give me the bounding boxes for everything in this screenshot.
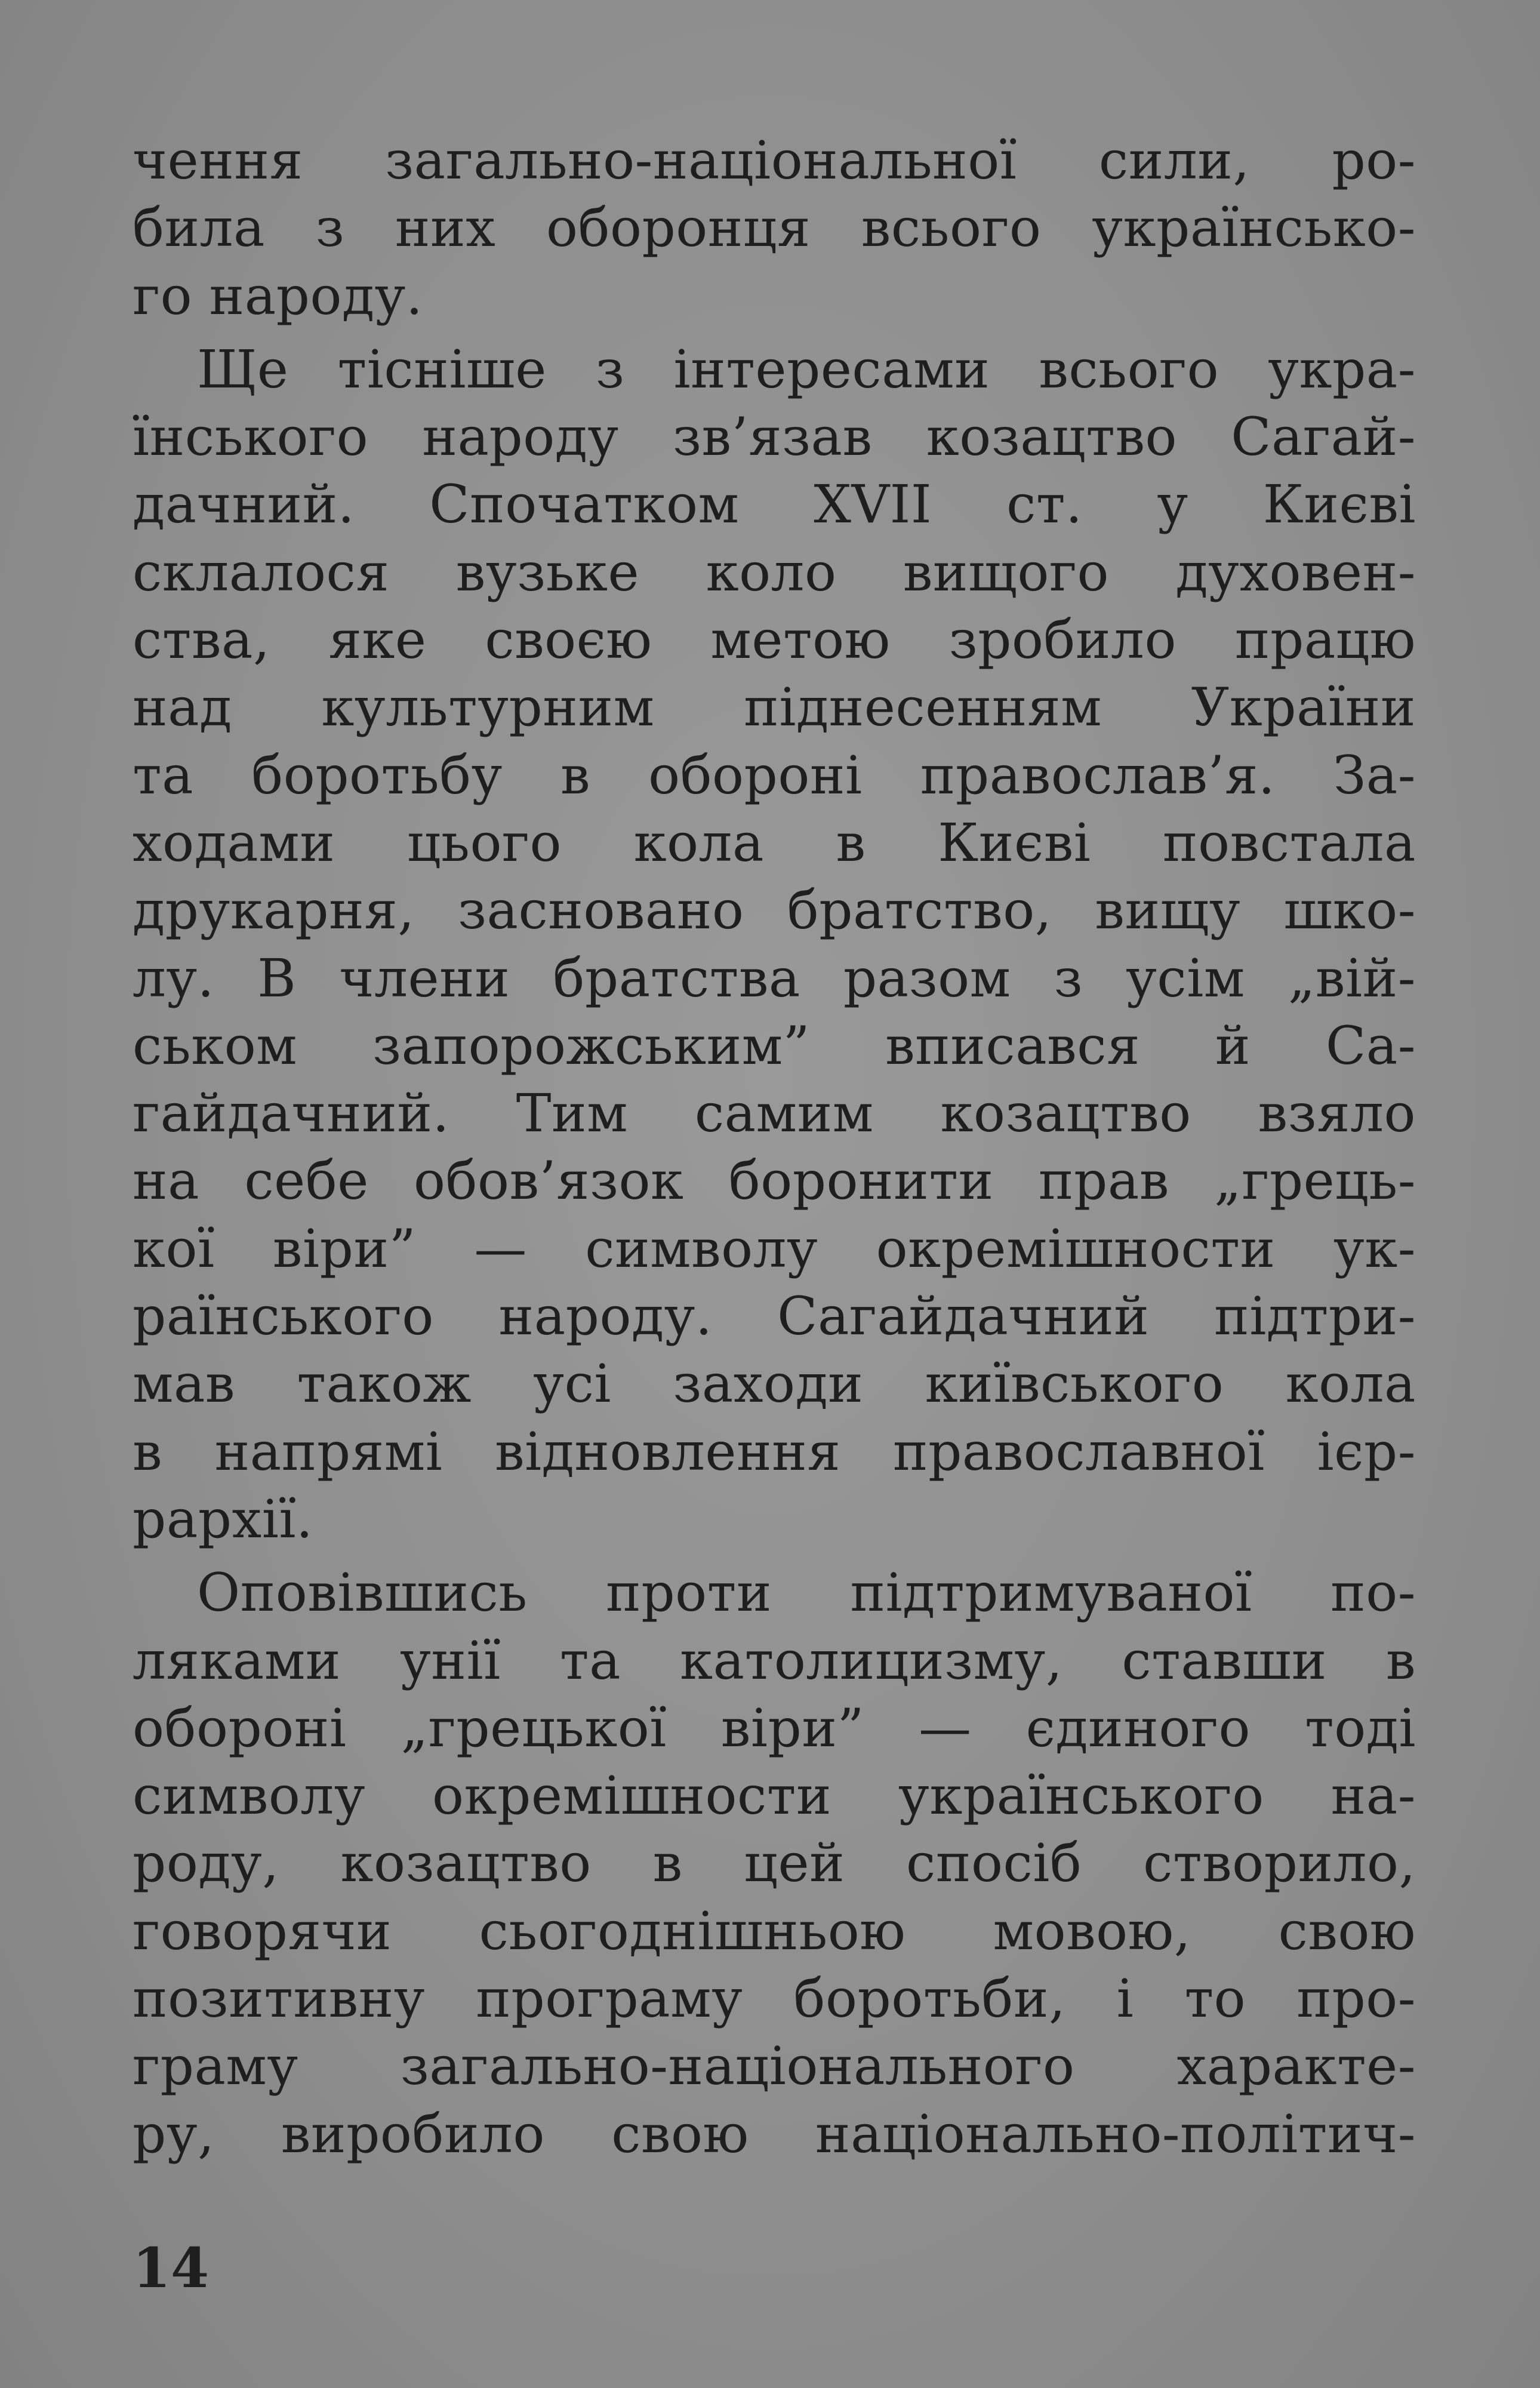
text-line: склалося вузьке коло вищого духовен- [133,541,1416,603]
text-line: обороні „грецької віри” — єдиного тоді [133,1697,1416,1759]
text-line: мав також усі заходи київського кола [133,1353,1416,1415]
text-line: в напрямі відновлення православної ієр- [133,1420,1416,1482]
text-line: чення загально-національної сили, ро- [133,130,1416,191]
text-line: гайдачний. Тим самим козацтво взяло [133,1082,1416,1144]
text-line: лу. В члени братства разом з усім „вій- [133,947,1416,1009]
text-line: роду, козацтво в цей спосіб створило, [133,1832,1416,1894]
text-line: та боротьбу в обороні православ’я. За- [133,744,1416,806]
text-line: Оповівшись проти підтримуваної по- [197,1562,1416,1624]
text-line: на себе обов’язок боронити прав „грець- [133,1150,1416,1212]
text-line: ходами цього кола в Києві повстала [133,811,1416,873]
text-line: го народу. [133,264,423,327]
text-line: Ще тісніше з інтересами всього укра- [197,338,1416,400]
paragraph-2 [133,336,1416,1553]
text-line: говорячи сьогоднішньою мовою, свою [133,1900,1416,1962]
text-line: граму загально-національного характе- [133,2035,1416,2097]
text-line: рархії. [133,1488,313,1550]
text-line: позитивну програму боротьби, і то про- [133,1968,1416,2030]
text-line: дачний. Спочатком XVII ст. у Києві [133,473,1416,536]
paragraph-1 [133,127,1416,330]
text-line: ськом запорожським” вписався й Са- [133,1014,1416,1076]
text-line: їнського народу зв’язав козацтво Сагай- [133,406,1416,468]
text-line: раїнського народу. Сагайдачний підтри- [133,1285,1416,1347]
text-line: ру, виробило свою національно-політич- [133,2103,1416,2165]
page-number: 14 [133,2236,210,2300]
paragraph-3 [133,1559,1416,2168]
body-text [133,127,1416,2168]
text-line: ства, яке своєю метою зробило працю [133,609,1416,671]
text-line: била з них оборонця всього українсько- [133,197,1416,259]
text-line: друкарня, засновано братство, вищу шко- [133,879,1416,941]
text-line: символу окремішности українського на- [133,1765,1416,1827]
text-line: кої віри” — символу окремішности ук- [133,1217,1416,1279]
text-line: над культурним піднесенням України [133,676,1416,738]
text-line: ляками унії та католицизму, ставши в [133,1629,1416,1691]
